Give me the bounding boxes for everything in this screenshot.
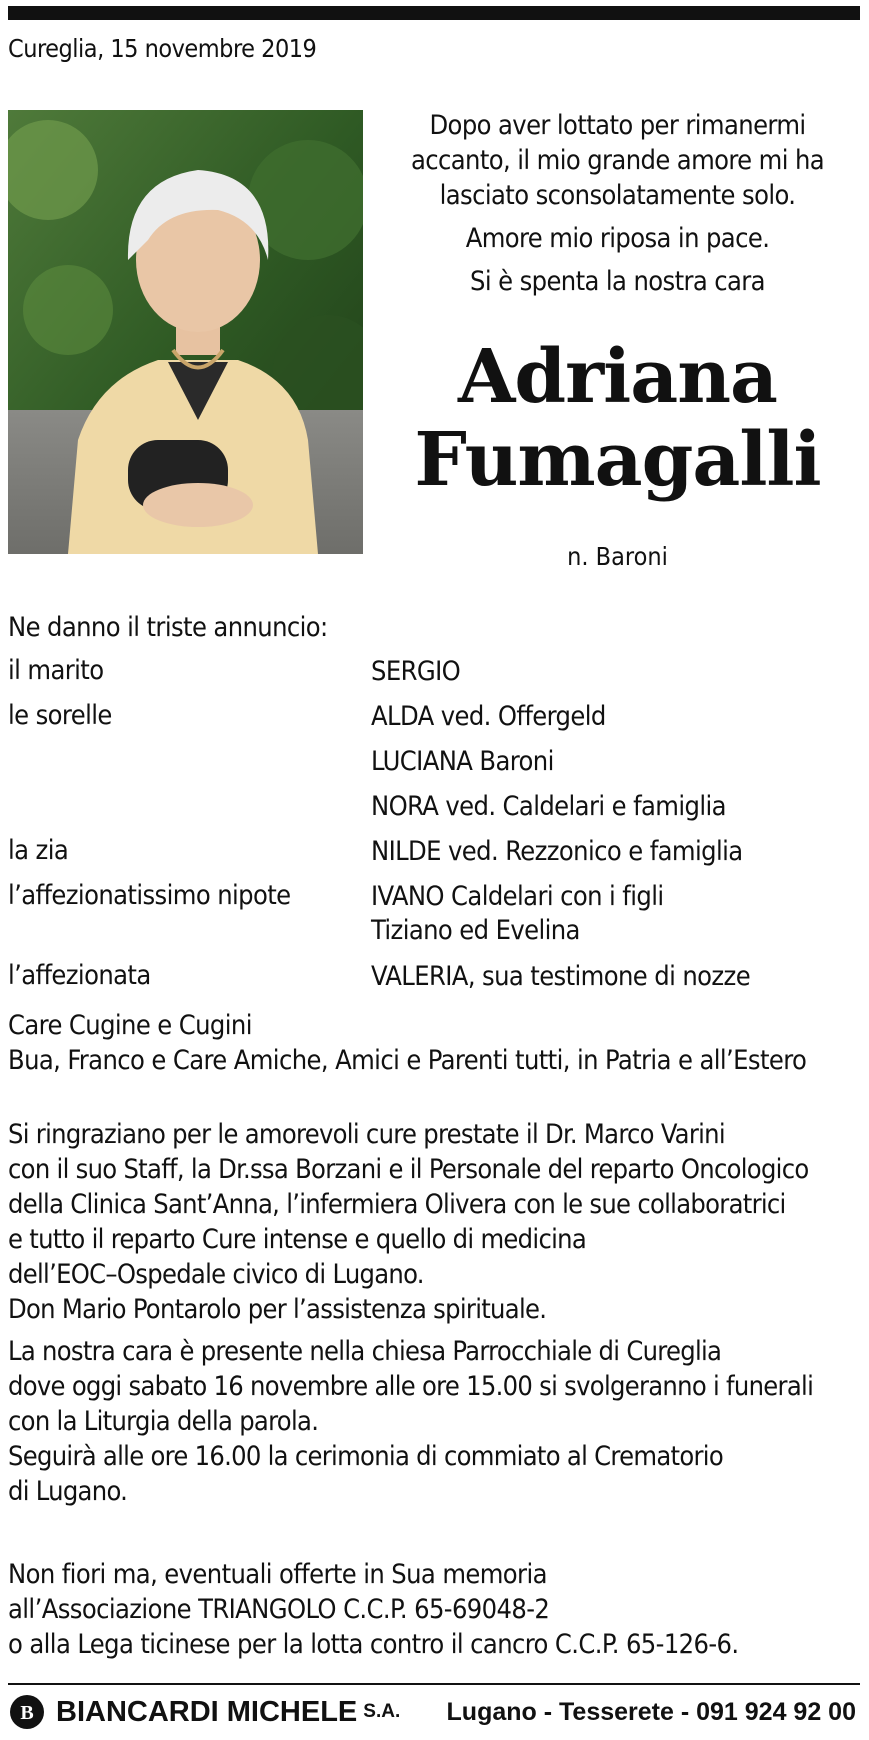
mourner-row (8, 745, 858, 790)
mourner-row (8, 700, 858, 745)
thanks-line: dell’EOC–Ospedale civico di Lugano. (8, 1259, 424, 1290)
announcement-label: Ne danno il triste annuncio: (8, 612, 328, 643)
thanks-line: con il suo Staff, la Dr.ssa Borzani e il Personale del reparto Oncologico (8, 1154, 809, 1185)
portrait-photo (8, 110, 363, 554)
mourner-name: LUCIANA Baroni (371, 746, 554, 777)
mourner-name: NILDE ved. Rezzonico e famiglia (371, 836, 743, 867)
mourner-name: SERGIO (371, 656, 461, 687)
mourner-row (8, 880, 858, 960)
donations-line: o alla Lega ticinese per la lotta contro il cancro C.C.P. 65-126-6. (8, 1629, 739, 1660)
intro-line: Si è spenta la nostra cara (470, 266, 765, 297)
mourner-relation: le sorelle (8, 700, 112, 731)
thanks-line: Don Mario Pontarolo per l’assistenza spirituale. (8, 1294, 547, 1325)
mourner-name: IVANO Caldelari con i figli (371, 881, 664, 912)
mourner-relation: il marito (8, 655, 104, 686)
thanks-line: e tutto il reparto Cure intense e quello di medicina (8, 1224, 587, 1255)
mourner-row (8, 960, 858, 1005)
funeral-line: di Lugano. (8, 1476, 128, 1507)
mourners-list (8, 655, 858, 1005)
mourner-row (8, 790, 858, 835)
mourner-relation: l’affezionatissimo nipote (8, 880, 291, 911)
maiden-name: n. Baroni (567, 542, 668, 571)
deceased-last-name: Fumagalli (414, 417, 821, 503)
mourner-relation: l’affezionata (8, 960, 151, 991)
place-date: Cureglia, 15 novembre 2019 (8, 34, 317, 63)
intro-line: accanto, il mio grande amore mi ha (410, 145, 825, 176)
funeral-line: Seguirà alle ore 16.00 la cerimonia di commiato al Crematorio (8, 1441, 723, 1472)
funeral-line: dove oggi sabato 16 novembre alle ore 15.00 si svolgeranno i funerali (8, 1371, 814, 1402)
thanks-line: della Clinica Sant’Anna, l’infermiera Olivera con le sue collaboratrici (8, 1189, 786, 1220)
intro-line: Amore mio riposa in pace. (465, 223, 770, 254)
donations-line: Non fiori ma, eventuali offerte in Sua memoria (8, 1559, 547, 1590)
other-mourners-line: Care Cugine e Cugini (8, 1010, 252, 1041)
company-contact: Lugano - Tesserete - 091 924 92 00 (446, 1697, 856, 1726)
bottom-rule (8, 1683, 860, 1685)
mourner-row (8, 835, 858, 880)
thanks-line: Si ringraziano per le amorevoli cure prestate il Dr. Marco Varini (8, 1119, 725, 1150)
deceased-first-name: Adriana (458, 334, 777, 420)
b-logo-icon (8, 1693, 46, 1731)
company-suffix: S.A. (363, 1701, 401, 1722)
donations-line: all’Associazione TRIANGOLO C.C.P. 65-69048-2 (8, 1594, 550, 1625)
intro-text (385, 108, 850, 299)
donations-text (8, 1557, 739, 1662)
top-rule (8, 6, 860, 20)
mourner-relation: la zia (8, 835, 69, 866)
funeral-line: La nostra cara è presente nella chiesa Parrocchiale di Cureglia (8, 1336, 722, 1367)
portrait-image (8, 110, 363, 554)
mourner-name: Tiziano ed Evelina (371, 915, 580, 946)
mourner-name: ALDA ved. Offergeld (371, 701, 606, 732)
footer (8, 1692, 860, 1732)
company-name: BIANCARDI MICHELE (56, 1695, 358, 1728)
other-mourners (8, 1008, 806, 1078)
mourner-row (8, 655, 858, 700)
intro-line: Dopo aver lottato per rimanermi (429, 110, 806, 141)
thanks-and-funeral-text (8, 1117, 868, 1509)
mourner-name: VALERIA, sua testimone di nozze (371, 961, 751, 992)
funeral-line: con la Liturgia della parola. (8, 1406, 319, 1437)
intro-line: lasciato sconsolatamente solo. (439, 180, 796, 211)
logo-letter: B (20, 1702, 34, 1724)
other-mourners-line: Bua, Franco e Care Amiche, Amici e Parenti tutti, in Patria e all’Estero (8, 1045, 807, 1076)
mourner-names (371, 880, 664, 948)
mourner-name: NORA ved. Caldelari e famiglia (371, 791, 726, 822)
